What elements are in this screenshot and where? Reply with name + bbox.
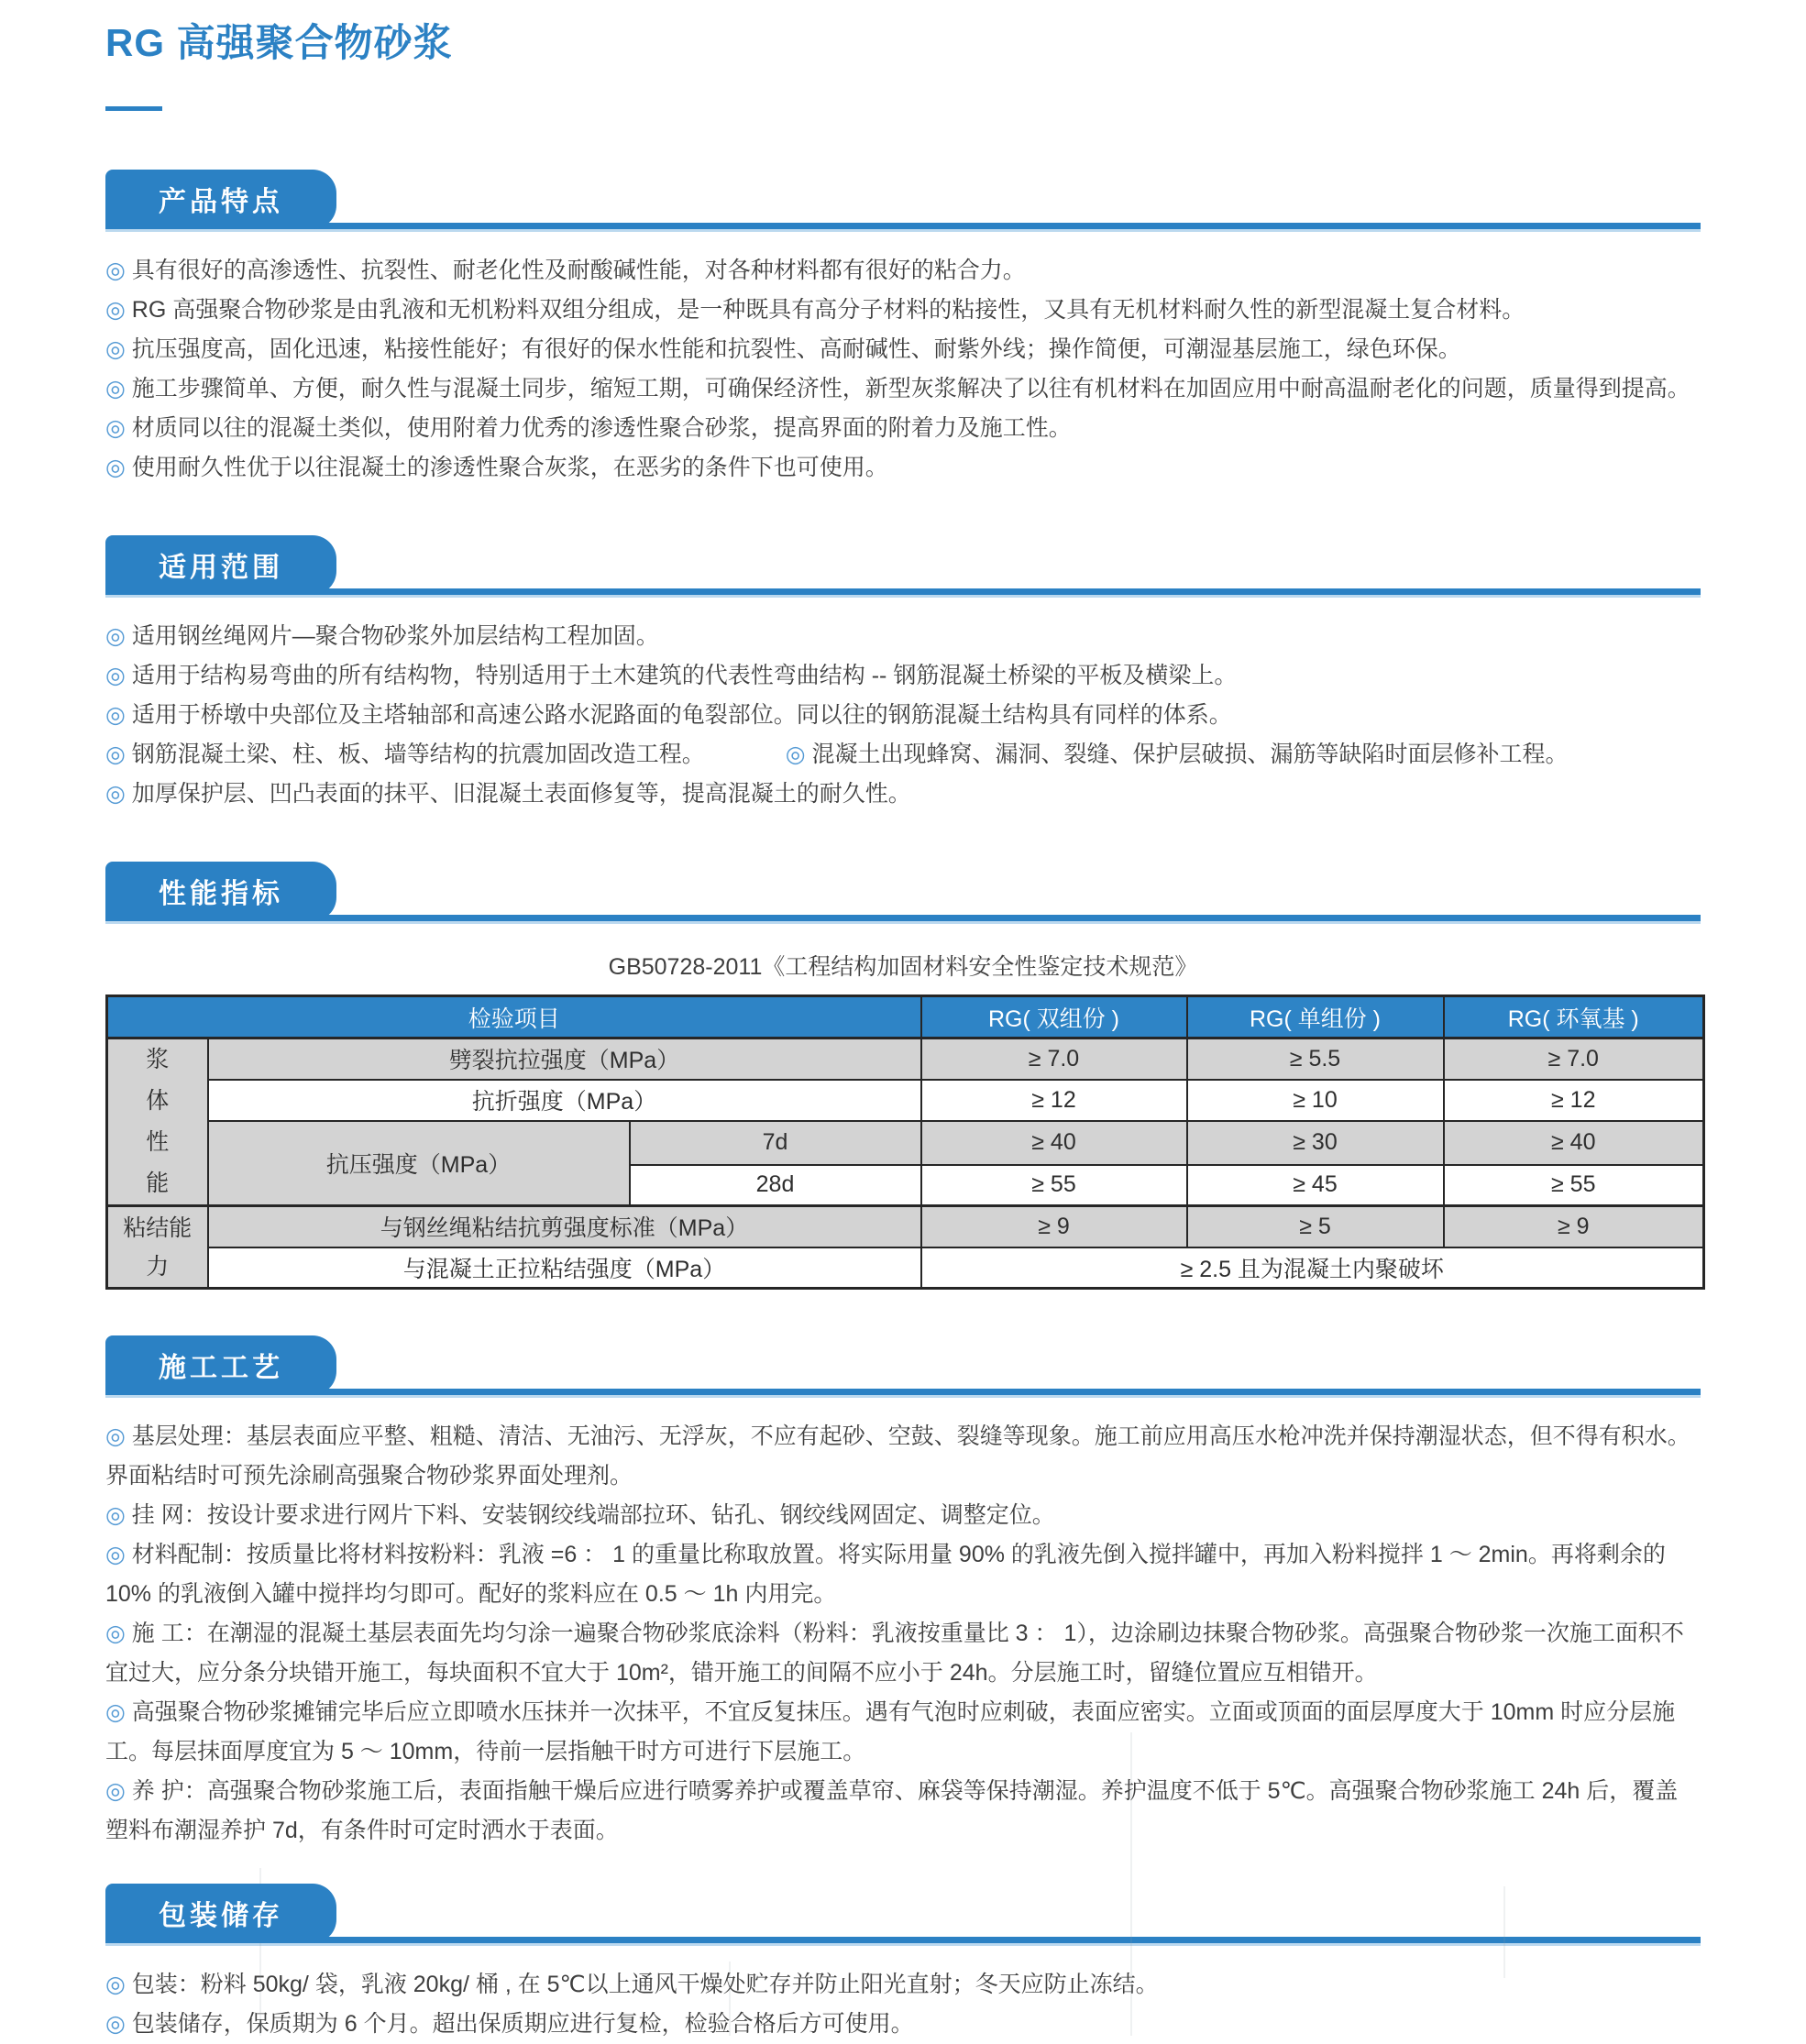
table-row	[107, 1247, 1704, 1289]
bullet-item	[105, 2005, 1701, 2044]
bullet-segment: ◎ 高强聚合物砂浆摊铺完毕后应立即喷水压抹并一次抹平，不宜反复抹压。遇有气泡时应刺破，表面应密实。立面或顶面的面层厚度大于 10mm 时应分层施工。每层抹面厚度宜为 5 ～ 10mm，待前一层指触干时方可进行下层施工。	[105, 1699, 1676, 1764]
item-label: 与混凝土正拉粘结强度（MPa）	[208, 1247, 921, 1289]
bullet-item	[105, 251, 1701, 291]
bullet-segment: ◎ 具有很好的高渗透性、抗裂性、耐老化性及耐酸碱性能，对各种材料都有很好的粘合力。	[105, 258, 1026, 283]
section-packing	[105, 1884, 1701, 2044]
title-underline	[105, 106, 162, 111]
bullet-item	[105, 291, 1701, 330]
item-label: 抗压强度（MPa）	[208, 1121, 630, 1206]
bullet-icon: ◎	[105, 1542, 126, 1567]
bullet-segment: ◎ 挂 网：按设计要求进行网片下料、安装钢绞线端部拉环、钻孔、钢绞线网固定、调整定位。	[105, 1502, 1055, 1528]
value-cell: ≥ 5.5	[1187, 1038, 1444, 1080]
table-row	[107, 1206, 1704, 1247]
section-divider	[105, 1937, 1701, 1943]
bullet-icon: ◎	[105, 781, 126, 807]
group-label: 浆体性能	[146, 1047, 170, 1196]
section-features	[105, 170, 1701, 488]
bullet-icon: ◎	[105, 1423, 126, 1449]
table-header-row	[107, 996, 1704, 1038]
bullet-item	[105, 1417, 1701, 1496]
bullet-segment: ◎ 基层处理：基层表面应平整、粗糙、清洁、无油污、无浮灰，不应有起砂、空鼓、裂缝等现象。施工前应用高压水枪冲洗并保持潮湿状态，但不得有积水。界面粘结时可预先涂刷高强聚合物砂浆界面处理剂。	[105, 1423, 1690, 1489]
bullet-item	[105, 1614, 1701, 1693]
section-title: 适用范围	[159, 553, 283, 583]
process-bullets	[105, 1417, 1701, 1851]
sub-label: 28d	[630, 1165, 921, 1206]
section-divider	[105, 1389, 1701, 1395]
bullet-segment: ◎ 包装：粉料 50kg/ 袋，乳液 20kg/ 桶 , 在 5℃以上通风干燥处贮存并防止阳光直射；冬天应防止冻结。	[105, 1972, 1159, 1997]
value-cell: ≥ 5	[1187, 1206, 1444, 1247]
packing-bullets	[105, 1965, 1701, 2044]
section-badge	[105, 1335, 336, 1395]
bullet-segment: ◎ 材质同以往的混凝土类似，使用附着力优秀的渗透性聚合砂浆，提高界面的附着力及施工性。	[105, 415, 1072, 441]
value-cell: ≥ 9	[1444, 1206, 1704, 1247]
features-bullets	[105, 251, 1701, 488]
table-header-cell: RG( 单组份 )	[1187, 996, 1444, 1038]
scope-bullets	[105, 617, 1701, 814]
item-label: 抗折强度（MPa）	[208, 1080, 921, 1121]
value-cell: ≥ 45	[1187, 1165, 1444, 1206]
table-header-cell: RG( 双组份 )	[921, 996, 1187, 1038]
row-group-bond	[107, 1206, 208, 1289]
section-title: 性能指标	[159, 879, 283, 909]
value-cell: ≥ 12	[921, 1080, 1187, 1121]
bullet-item	[105, 1693, 1701, 1772]
value-cell: ≥ 10	[1187, 1080, 1444, 1121]
group-label: 粘结能力	[123, 1214, 193, 1280]
value-cell: ≥ 2.5 且为混凝土内聚破坏	[921, 1247, 1704, 1289]
bullet-segment: ◎ 适用钢丝绳网片—聚合物砂浆外加层结构工程加固。	[105, 623, 659, 649]
bullet-segment: ◎ 施工步骤简单、方便，耐久性与混凝土同步，缩短工期，可确保经济性，新型灰浆解决了以往有机材料在加固应用中耐高温耐老化的问题，质量得到提高。	[105, 376, 1690, 401]
value-cell: ≥ 9	[921, 1206, 1187, 1247]
bullet-segment: ◎ 使用耐久性优于以往混凝土的渗透性聚合灰浆，在恶劣的条件下也可使用。	[105, 455, 888, 480]
bullet-icon: ◎	[105, 2011, 126, 2037]
bullet-item	[105, 330, 1701, 369]
item-label: 劈裂抗拉强度（MPa）	[208, 1038, 921, 1080]
sub-label: 7d	[630, 1121, 921, 1165]
section-badge	[105, 535, 336, 595]
bullet-item	[105, 1535, 1701, 1614]
bullet-icon: ◎	[105, 1972, 126, 1997]
bullet-segment: ◎ 混凝土出现蜂窝、漏洞、裂缝、保护层破损、漏筋等缺陷时面层修补工程。	[785, 742, 1569, 767]
bullet-segment: ◎ 加厚保护层、凹凸表面的抹平、旧混凝土表面修复等，提高混凝土的耐久性。	[105, 781, 911, 807]
page-title: RG 高强聚合物砂浆	[105, 21, 453, 64]
row-group-slurry	[107, 1038, 208, 1206]
bullet-icon: ◎	[105, 1699, 126, 1725]
section-divider	[105, 223, 1701, 229]
bullet-segment: ◎ 施 工：在潮湿的混凝土基层表面先均匀涂一遍聚合物砂浆底涂料（粉料：乳液按重量比 3 ： 1），边涂刷边抹聚合物砂浆。高强聚合物砂浆一次施工面积不宜过大，应分条分块错开施工，每块面积不宜大于 10m²，错开施工的间隔不应小于 24h。分层施工时，留缝位置应互相错开。	[105, 1621, 1684, 1686]
section-divider	[105, 915, 1701, 921]
bullet-icon: ◎	[105, 415, 126, 441]
value-cell: ≥ 12	[1444, 1080, 1704, 1121]
section-performance	[105, 862, 1701, 1290]
bullet-segment: ◎ 养 护：高强聚合物砂浆施工后，表面指触干燥后应进行喷雾养护或覆盖草帘、麻袋等保持潮湿。养护温度不低于 5℃。高强聚合物砂浆施工 24h 后，覆盖塑料布潮湿养护 7d，有条件时可定时洒水于表面。	[105, 1778, 1679, 1843]
section-divider	[105, 588, 1701, 595]
bullet-item	[105, 448, 1701, 488]
bullet-icon: ◎	[105, 258, 126, 283]
bullet-icon: ◎	[105, 623, 126, 649]
bullet-item	[105, 369, 1701, 409]
bullet-icon: ◎	[105, 297, 126, 323]
bullet-item	[105, 735, 1701, 775]
watermark-line	[729, 1962, 731, 2036]
value-cell: ≥ 7.0	[1444, 1038, 1704, 1080]
bullet-segment: ◎ RG 高强聚合物砂浆是由乳液和无机粉料双组分组成，是一种既具有高分子材料的粘接性，又具有无机材料耐久性的新型混凝土复合材料。	[105, 297, 1525, 323]
bullet-segment: ◎ 钢筋混凝土梁、柱、板、墙等结构的抗震加固改造工程。	[105, 742, 705, 767]
value-cell: ≥ 7.0	[921, 1038, 1187, 1080]
table-header-cell: 检验项目	[107, 996, 921, 1038]
bullet-segment: ◎ 抗压强度高，固化迅速，粘接性能好；有很好的保水性能和抗裂性、高耐碱性、耐紫外线；操作简便，可潮湿基层施工，绿色环保。	[105, 336, 1461, 362]
bullet-item	[105, 1772, 1701, 1851]
value-cell: ≥ 40	[1444, 1121, 1704, 1165]
bullet-segment: ◎ 适用于结构易弯曲的所有结构物，特别适用于土木建筑的代表性弯曲结构 -- 钢筋混凝土桥梁的平板及横梁上。	[105, 663, 1238, 688]
section-badge	[105, 170, 336, 229]
bullet-icon: ◎	[105, 376, 126, 401]
bullet-icon: ◎	[105, 1502, 126, 1528]
section-process	[105, 1335, 1701, 1851]
value-cell: ≥ 40	[921, 1121, 1187, 1165]
section-badge	[105, 1884, 336, 1943]
table-header-cell: RG( 环氧基 )	[1444, 996, 1704, 1038]
value-cell: ≥ 30	[1187, 1121, 1444, 1165]
bullet-item	[105, 1496, 1701, 1535]
bullet-item	[105, 775, 1701, 814]
section-title: 产品特点	[159, 187, 283, 217]
table-row	[107, 1080, 1704, 1121]
bullet-icon: ◎	[105, 742, 126, 767]
watermark-line	[1503, 1886, 1505, 1978]
bullet-item	[105, 696, 1701, 735]
table-caption: GB50728-2011《工程结构加固材料安全性鉴定技术规范》	[608, 954, 1198, 980]
bullet-segment: ◎ 材料配制：按质量比将材料按粉料：乳液 =6 ： 1 的重量比称取放置。将实际用量 90% 的乳液先倒入搅拌罐中，再加入粉料搅拌 1 ～ 2min。再将剩余的 10% 的乳液倒入罐中搅拌均匀即可。配好的浆料应在 0.5 ～ 1h 内用完。	[105, 1542, 1666, 1607]
bullet-icon: ◎	[105, 702, 126, 728]
performance-table	[105, 995, 1705, 1290]
value-cell: ≥ 55	[921, 1165, 1187, 1206]
bullet-icon: ◎	[105, 336, 126, 362]
bullet-item	[105, 409, 1701, 448]
bullet-icon: ◎	[105, 455, 126, 480]
bullet-icon: ◎	[105, 663, 126, 688]
bullet-icon: ◎	[105, 1621, 126, 1646]
section-title: 施工工艺	[159, 1353, 283, 1383]
bullet-icon: ◎	[105, 1778, 126, 1804]
section-title: 包装储存	[159, 1901, 283, 1931]
value-cell: ≥ 55	[1444, 1165, 1704, 1206]
table-row	[107, 1038, 1704, 1080]
table-row	[107, 1121, 1704, 1165]
item-label: 与钢丝绳粘结抗剪强度标准（MPa）	[208, 1206, 921, 1247]
bullet-segment: ◎ 包装储存，保质期为 6 个月。超出保质期应进行复检，检验合格后方可使用。	[105, 2011, 914, 2037]
section-scope	[105, 535, 1701, 814]
section-badge	[105, 862, 336, 921]
watermark-line	[1130, 1732, 1132, 2036]
bullet-icon: ◎	[785, 742, 806, 767]
bullet-item	[105, 656, 1701, 696]
bullet-segment: ◎ 适用于桥墩中央部位及主塔轴部和高速公路水泥路面的龟裂部位。同以往的钢筋混凝土结构具有同样的体系。	[105, 702, 1232, 728]
bullet-item	[105, 617, 1701, 656]
bullet-item	[105, 1965, 1701, 2005]
